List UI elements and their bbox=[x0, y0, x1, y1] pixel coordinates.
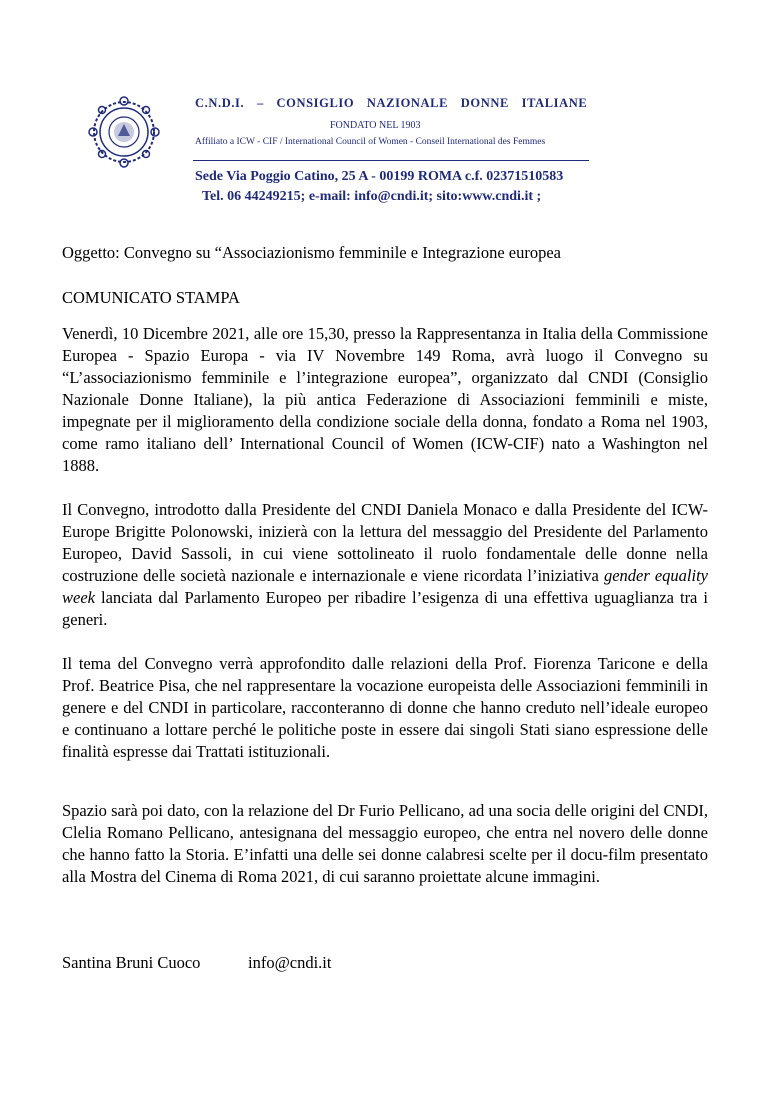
paragraph-2-part-2: lanciata dal Parlamento Europeo per ribadire l’esigenza di una effettiva uguaglianza tra i generi. bbox=[62, 588, 708, 629]
paragraph-2-italic: gender equality week bbox=[62, 566, 708, 607]
paragraph-1: Venerdì, 10 Dicembre 2021, alle ore 15,30, presso la Rappresentanza in Italia della Commissione Europea - Spazio Europa - via IV Novembre 149 Roma, avrà luogo il Convegno su “L’associazionismo femminile e l’integrazione europea”, organizzato dal CNDI (Consiglio Nazionale Donne Italiane), la più antica Federazione di Associazioni femminili e miste, impegnate per il miglioramento della condizione sociale della donna, fondato a Roma nel 1903, come ramo italiano dell’ International Council of Women (ICW-CIF) nato a Washington nel 1888. bbox=[62, 324, 708, 475]
signature-email: info@cndi.it bbox=[248, 953, 332, 972]
signature-name: Santina Bruni Cuoco bbox=[62, 953, 201, 972]
org-contacts: Tel. 06 44249215; e-mail: info@cndi.it; sito:www.cndi.it ; bbox=[202, 189, 542, 204]
header-divider bbox=[193, 160, 589, 161]
org-address: Sede Via Poggio Catino, 25 A - 00199 ROMA c.f. 02371510583 bbox=[195, 169, 564, 184]
org-founded: FONDATO NEL 1903 bbox=[330, 120, 421, 131]
subject-line: Oggetto: Convegno su “Associazionismo femminile e Integrazione europea bbox=[62, 243, 561, 262]
paragraph-2 bbox=[62, 499, 708, 631]
org-affiliation: Affiliato a ICW - CIF / International Council of Women - Conseil International des Femmes bbox=[195, 137, 546, 147]
org-title: C.N.D.I. – CONSIGLIO NAZIONALE DONNE ITALIANE bbox=[195, 96, 588, 110]
paragraph-4: Spazio sarà poi dato, con la relazione del Dr Furio Pellicano, ad una socia delle origini del CNDI, Clelia Romano Pellicano, antesignana del messaggio europeo, che entra nel novero delle donne che hanno fatto la Storia. E’infatti una delle sei donne calabresi scelte per il docu-film presentato alla Mostra del Cinema di Roma 2021, di cui saranno proiettate alcune immagini. bbox=[62, 801, 708, 886]
paragraph-3: Il tema del Convegno verrà approfondito dalle relazioni della Prof. Fiorenza Taricone e della Prof. Beatrice Pisa, che nel rappresentare la vocazione europeista delle Associazioni femminili in genere e del CNDI in particolare, racconteranno di donne che hanno creduto nell’ideale europeo e continuano a lottare perché le politiche poste in essere dai singoli Stati siano espressione delle finalità espresse dai Trattati istituzionali. bbox=[62, 654, 708, 761]
paragraph-2-part-1: Il Convegno, introdotto dalla Presidente del CNDI Daniela Monaco e dalla Presidente del ICW-Europe Brigitte Polonowski, inizierà con la lettura del messaggio del Presidente del Parlamento Europeo, David Sassoli, in cui viene sottolineato il ruolo fondamentale delle donne nella costruzione delle società nazionale e internazionale e viene ricordata l’iniziativa bbox=[62, 500, 708, 585]
press-release-heading: COMUNICATO STAMPA bbox=[62, 288, 240, 307]
cndi-logo-icon bbox=[84, 96, 164, 168]
